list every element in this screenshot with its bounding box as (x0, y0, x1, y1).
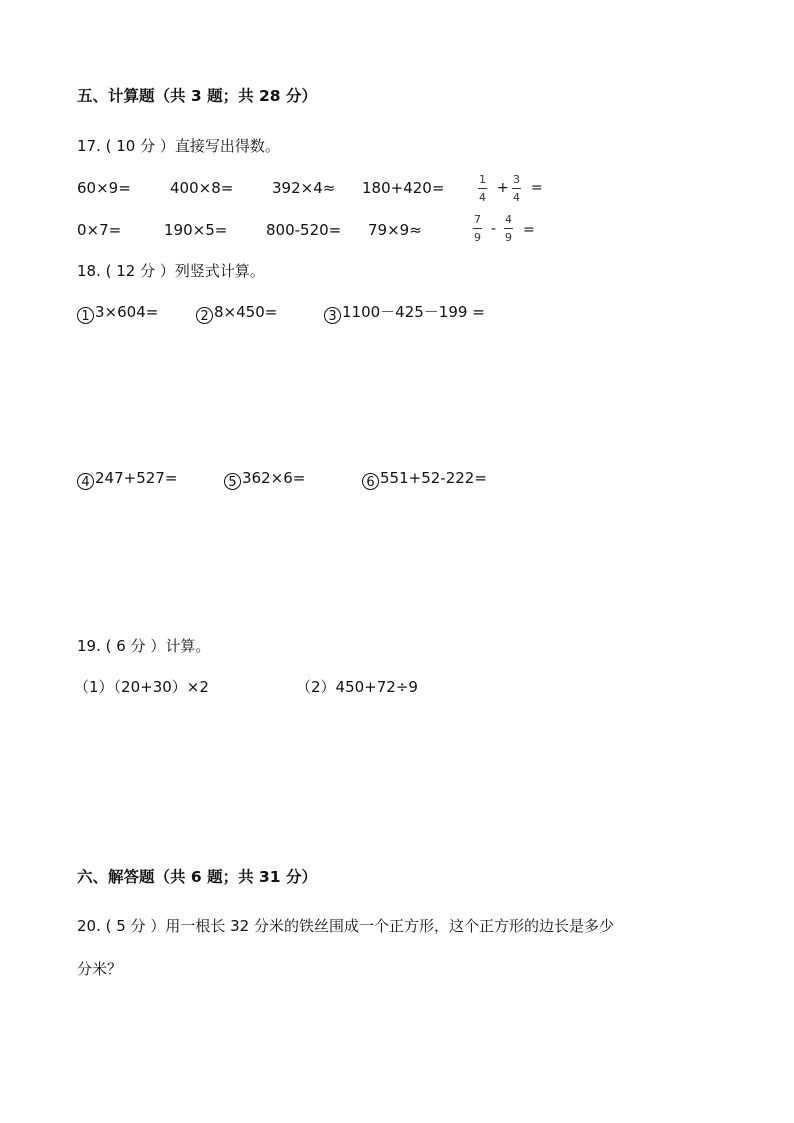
section-6-title: 六、解答题（共 6 题；共 31 分） (77, 868, 317, 886)
q17-expr-1: 60×9= (77, 179, 131, 197)
fraction-bar (504, 228, 513, 229)
q18-item-4 (77, 471, 177, 490)
q17-fraction-b (512, 174, 521, 203)
fraction-bar (478, 188, 487, 189)
q18-item-expr: 247+527= (95, 469, 178, 487)
fraction-numerator: 1 (479, 173, 486, 186)
fraction-denominator: 9 (505, 231, 512, 244)
q18-item-6 (362, 471, 487, 490)
q17-expr-8: 79×9≈ (368, 221, 422, 239)
q19-item-2: （2）450+72÷9 (296, 678, 418, 696)
q17-fraction-c (473, 214, 482, 243)
circled-number: 1 (77, 307, 94, 324)
circled-number: 6 (362, 473, 379, 490)
question-18-header: 18. ( 12 分 ）列竖式计算。 (77, 262, 265, 280)
q18-item-1 (77, 305, 158, 324)
fraction-numerator: 4 (505, 213, 512, 226)
q18-item-expr: 1100－425－199 = (342, 303, 485, 321)
q17-fraction-d (504, 214, 513, 243)
circled-number: 4 (77, 473, 94, 490)
fraction-denominator: 9 (474, 231, 481, 244)
fraction-denominator: 4 (479, 191, 486, 204)
fraction-bar (473, 228, 482, 229)
q18-item-expr: 3×604= (95, 303, 159, 321)
question-20-text-line-1: 20. ( 5 分 ）用一根长 32 分米的铁丝围成一个正方形，这个正方形的边长是多少 (77, 917, 614, 935)
q17-expr-6: 190×5= (164, 221, 228, 239)
q17-expr-5: 0×7= (77, 221, 122, 239)
fraction-numerator: 3 (513, 173, 520, 186)
q17-fraction-a (478, 174, 487, 203)
q17-fraction-operator: - (491, 221, 497, 237)
q17-fraction-equals: = (531, 180, 543, 196)
q17-expr-4: 180+420= (362, 179, 445, 197)
question-19-header: 19. ( 6 分 ）计算。 (77, 637, 211, 655)
q17-expr-3: 392×4≈ (272, 179, 336, 197)
q17-fraction-operator: + (497, 180, 509, 196)
circled-number: 5 (224, 473, 241, 490)
q18-item-expr: 362×6= (242, 469, 306, 487)
q17-expr-7: 800-520= (266, 221, 342, 239)
circled-number: 3 (324, 307, 341, 324)
circled-number: 2 (196, 307, 213, 324)
section-5-title: 五、计算题（共 3 题；共 28 分） (77, 87, 317, 105)
q18-item-5 (224, 471, 305, 490)
question-20-text-line-2: 分米？ (77, 960, 123, 978)
q19-item-1: （1）（20+30）×2 (74, 678, 209, 696)
q18-item-3 (324, 305, 485, 324)
q17-expr-2: 400×8= (170, 179, 234, 197)
q18-item-2 (196, 305, 277, 324)
fraction-denominator: 4 (513, 191, 520, 204)
fraction-bar (512, 188, 521, 189)
question-17-header: 17. ( 10 分 ）直接写出得数。 (77, 137, 280, 155)
fraction-numerator: 7 (474, 213, 481, 226)
q18-item-expr: 8×450= (214, 303, 278, 321)
q17-fraction-equals: = (523, 222, 535, 238)
q18-item-expr: 551+52-222= (380, 469, 487, 487)
